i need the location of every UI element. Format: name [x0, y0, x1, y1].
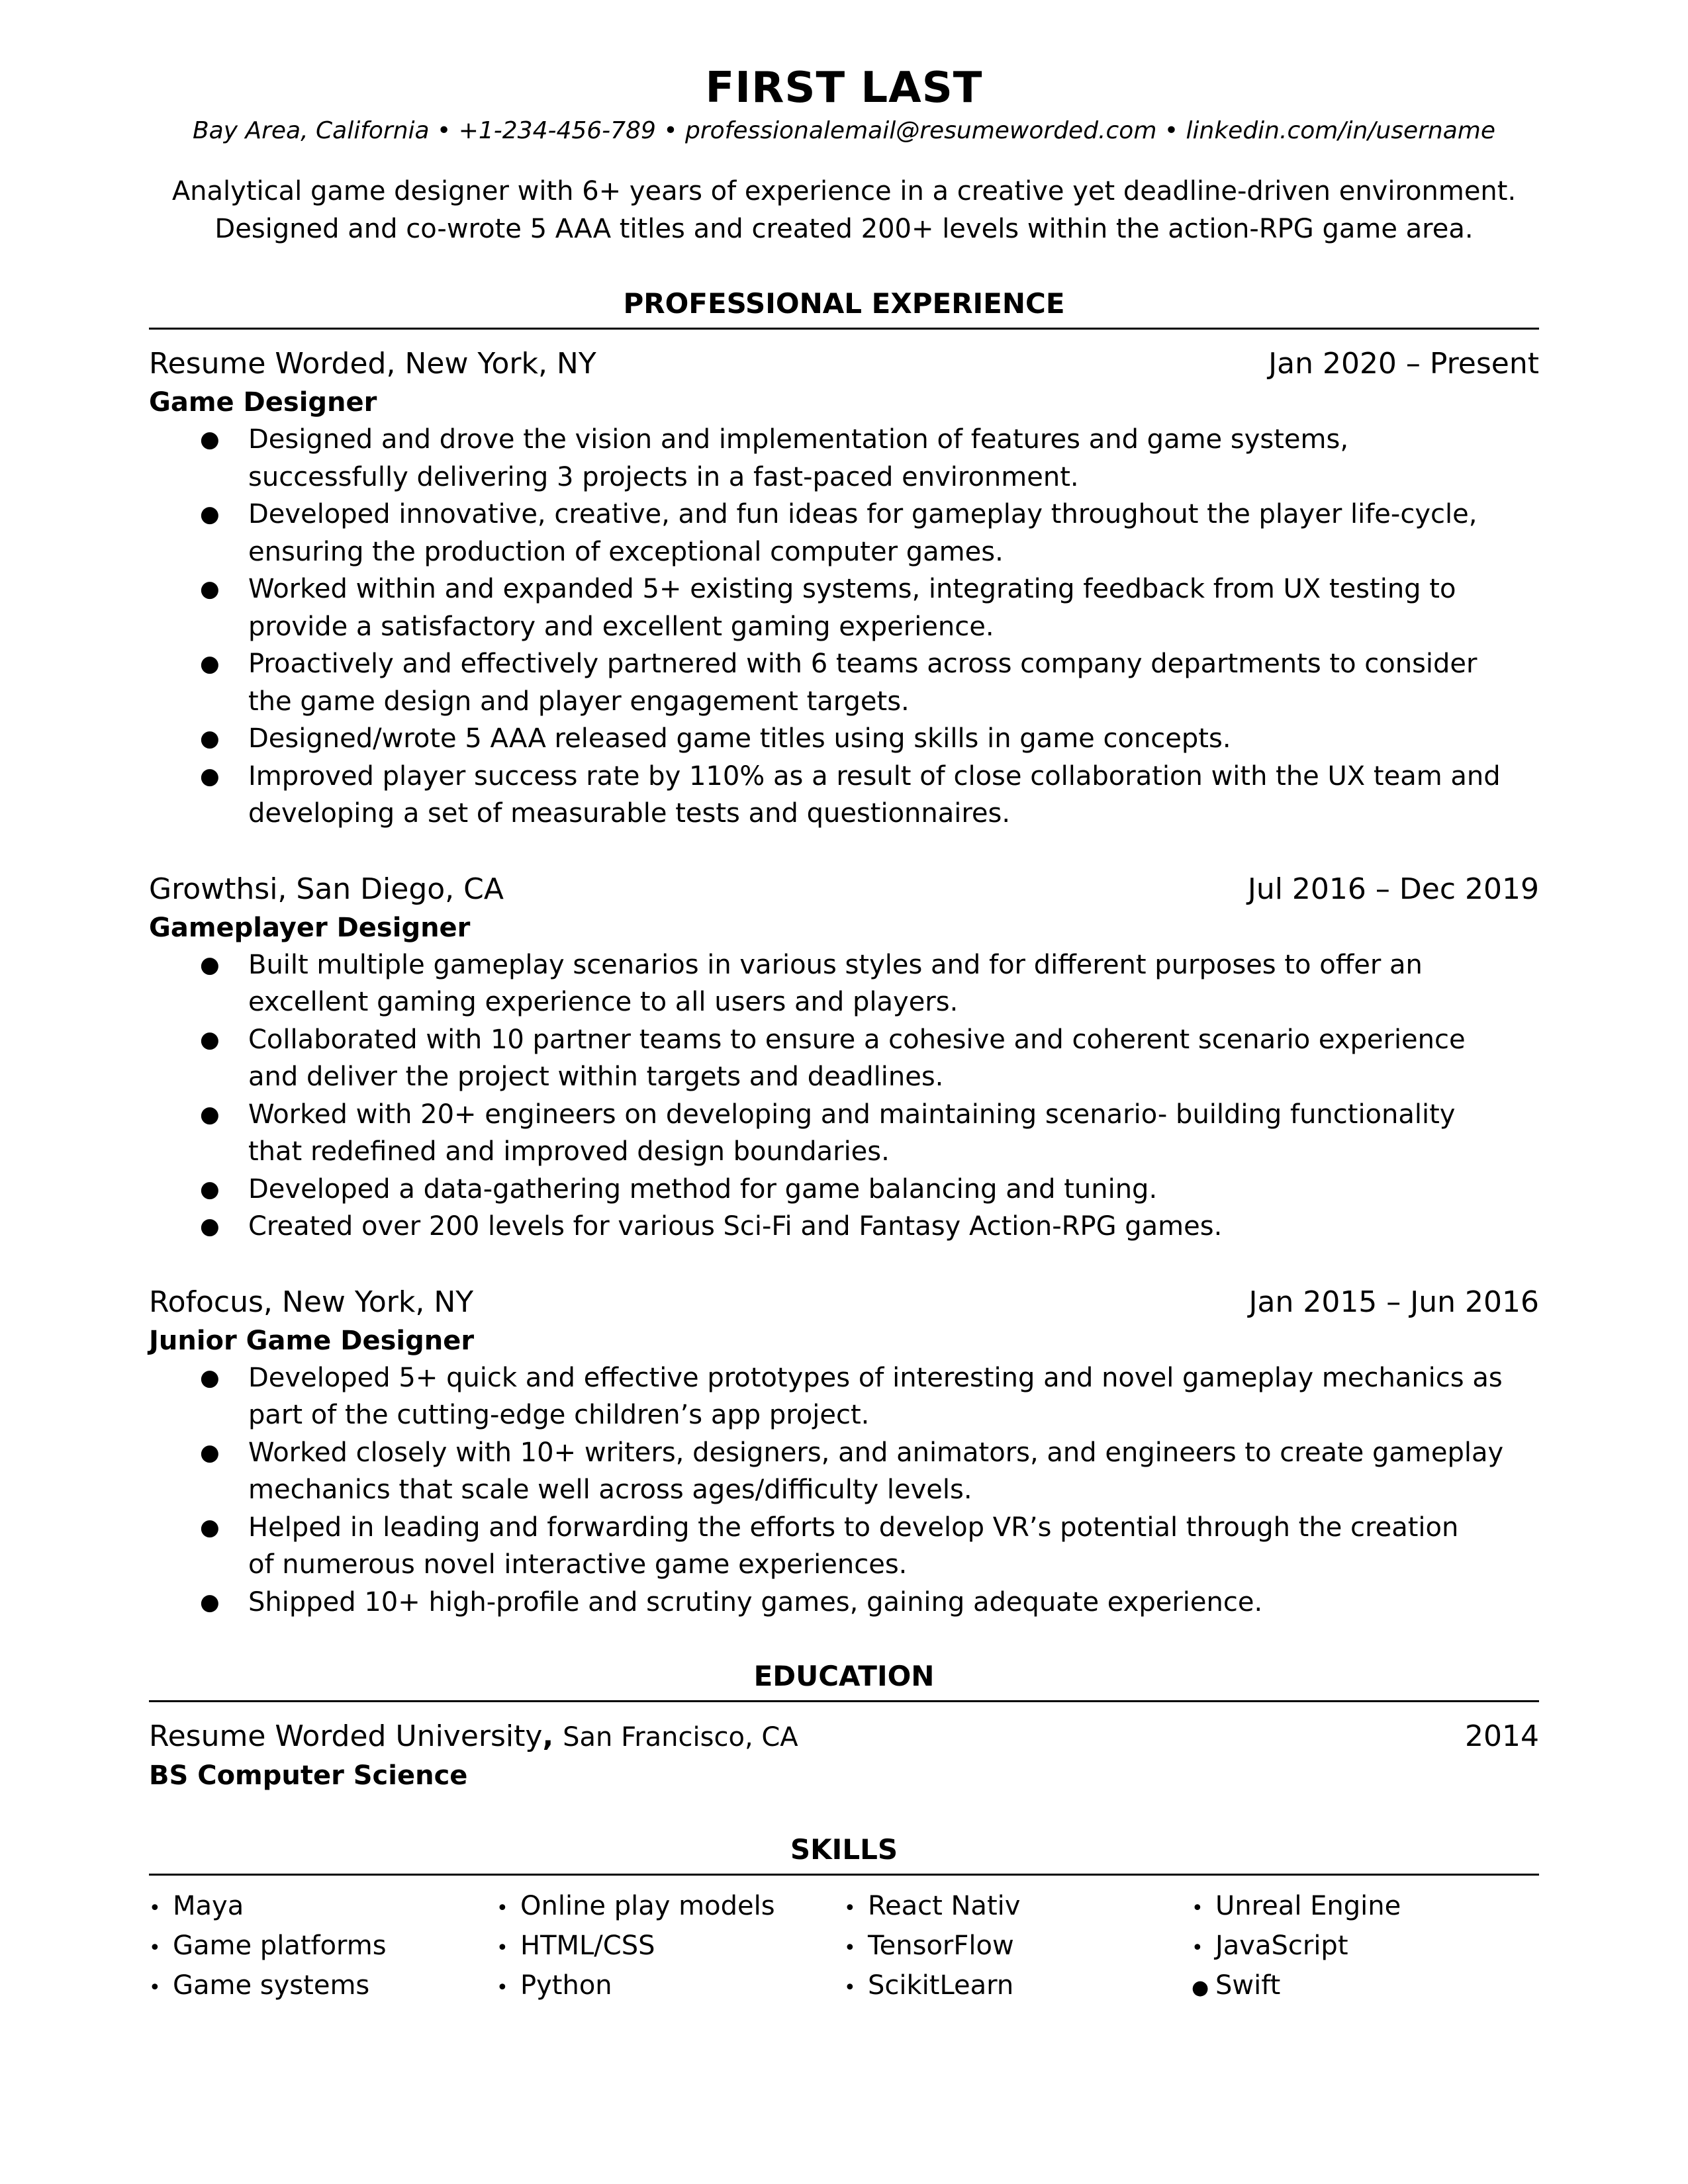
bullet-dot: ●: [200, 1175, 220, 1203]
bullet-text: that redefined and improved design boundaries.: [248, 1136, 890, 1167]
bullet-text: and deliver the project within targets and deadlines.: [248, 1062, 944, 1092]
bullet-text: Developed 5+ quick and effective prototypes of interesting and novel gameplay mechanics as: [248, 1362, 1503, 1393]
bullet-item: [149, 1021, 1539, 1096]
bullet-text: of numerous novel interactive game experiences.: [248, 1549, 908, 1580]
contact-line: Bay Area, California • +1-234-456-789 • professionalemail@resumeworded.com • linkedin.com/in/username: [192, 117, 1496, 144]
bullet-item: [149, 1208, 1539, 1246]
skills-column: [1192, 1888, 1539, 2007]
job-header: [149, 870, 1539, 909]
skill-item: [149, 1927, 496, 1967]
bullet-text: mechanics that scale well across ages/difficulty levels.: [248, 1475, 972, 1505]
bullet-dot: ●: [200, 501, 220, 527]
skill-bullet: •: [1192, 1897, 1203, 1920]
skill-item: [1192, 1967, 1539, 2007]
job-entry: [149, 1283, 1539, 1621]
skill-bullet: •: [844, 1936, 856, 1960]
bullet-dot: ●: [200, 762, 220, 790]
bullet-text: successfully delivering 3 projects in a fast-paced environment.: [248, 461, 1079, 492]
bullet-dot: ●: [200, 1364, 220, 1391]
skills-column: [496, 1888, 844, 2007]
skill-label: React Nativ: [868, 1891, 1021, 1921]
education-comma: ,: [542, 1719, 554, 1753]
skill-item: [496, 1967, 844, 2007]
bullet-text: Improved player success rate by 110% as a result of close collaboration with the UX team and: [248, 760, 1501, 792]
bullet-text: Developed a data-gathering method for game balancing and tuning.: [248, 1173, 1158, 1205]
bullet-text: Developed innovative, creative, and fun ideas for gameplay throughout the player life-cycle,: [248, 499, 1477, 529]
skill-item: [844, 1888, 1192, 1927]
skill-item: [149, 1888, 496, 1927]
education-year: 2014: [1465, 1719, 1539, 1753]
bullet-item: [149, 1584, 1539, 1621]
job-company: Growthsi, San Diego, CA: [149, 872, 504, 906]
job-header: [149, 1283, 1539, 1322]
bullet-text: Collaborated with 10 partner teams to ensure a cohesive and coherent scenario experience: [248, 1024, 1466, 1055]
skill-label: Game systems: [173, 1970, 370, 2001]
bullet-text: Designed/wrote 5 AAA released game titles using skills in game concepts.: [248, 723, 1231, 754]
skill-item: [844, 1967, 1192, 2007]
bullet-item: [149, 1359, 1539, 1434]
bullet-text: the game design and player engagement targets.: [248, 686, 910, 717]
job-role: Game Designer: [149, 387, 377, 418]
summary: [149, 173, 1539, 248]
job-dates: Jul 2016 – Dec 2019: [1247, 872, 1539, 906]
job-company: Resume Worded, New York, NY: [149, 347, 596, 381]
job-dates: Jan 2015 – Jun 2016: [1248, 1285, 1539, 1319]
bullet-text: Worked closely with 10+ writers, designers, and animators, and engineers to create gameplay: [248, 1437, 1504, 1468]
experience-section: [149, 287, 1539, 1621]
bullet-text: Worked within and expanded 5+ existing systems, integrating feedback from UX testing to: [248, 574, 1456, 604]
skill-label: Maya: [173, 1891, 244, 1921]
job-company: Rofocus, New York, NY: [149, 1285, 474, 1319]
bullet-text: Built multiple gameplay scenarios in various styles and for different purposes to offer an: [248, 949, 1423, 980]
bullet-dot: ●: [200, 1101, 220, 1128]
skill-bullet: •: [1192, 1936, 1203, 1960]
bullet-item: [149, 570, 1539, 645]
skill-label: Game platforms: [173, 1931, 387, 1961]
education-school-group: [149, 1717, 798, 1757]
bullet-text: ensuring the production of exceptional computer games.: [248, 536, 1004, 567]
skill-bullet: •: [496, 1976, 508, 1999]
bullet-dot: ●: [200, 1439, 220, 1466]
job-role: Gameplayer Designer: [149, 912, 471, 943]
bullet-dot: ●: [200, 1026, 220, 1053]
bullet-dot: ●: [200, 951, 220, 978]
section-title-education: EDUCATION: [149, 1659, 1539, 1702]
bullet-item: [149, 946, 1539, 1021]
education-degree: BS Computer Science: [149, 1760, 468, 1791]
job-role: Junior Game Designer: [149, 1325, 475, 1356]
skills-grid: [149, 1888, 1539, 2007]
bullet-text: developing a set of measurable tests and questionnaires.: [248, 798, 1011, 829]
bullet-text: Shipped 10+ high-profile and scrutiny games, gaining adequate experience.: [248, 1586, 1263, 1617]
bullet-dot: ●: [200, 1514, 220, 1541]
bullet-text: excellent gaming experience to all users and players.: [248, 987, 959, 1017]
skill-label: TensorFlow: [868, 1931, 1014, 1961]
candidate-name: FIRST LAST: [705, 64, 983, 113]
bullet-text: Worked with 20+ engineers on developing and maintaining scenario- building functionality: [248, 1099, 1456, 1130]
job-bullets: [149, 1359, 1539, 1621]
skills-section: [149, 1833, 1539, 2007]
skill-bullet: •: [149, 1976, 161, 1999]
bullet-item: [149, 496, 1539, 570]
skill-bullet: •: [149, 1936, 161, 1960]
section-title-skills: SKILLS: [149, 1833, 1539, 1876]
skill-bullet: ●: [1192, 1976, 1209, 1999]
job-dates: Jan 2020 – Present: [1268, 347, 1539, 381]
skill-item: [496, 1888, 844, 1927]
skill-bullet: •: [496, 1936, 508, 1960]
bullet-dot: ●: [200, 1588, 220, 1615]
bullet-item: [149, 1434, 1539, 1509]
skill-bullet: •: [844, 1897, 856, 1920]
skills-column: [844, 1888, 1192, 2007]
bullet-item: [149, 1509, 1539, 1584]
bullet-item: [149, 1096, 1539, 1171]
bullet-dot: ●: [200, 426, 220, 453]
bullet-dot: ●: [200, 725, 220, 752]
skill-label: Online play models: [520, 1891, 775, 1921]
bullet-item: [149, 758, 1539, 833]
education-entry: [149, 1717, 1539, 1757]
education-location: San Francisco, CA: [563, 1722, 798, 1752]
skill-label: ScikitLearn: [868, 1970, 1014, 2001]
skill-bullet: •: [844, 1976, 856, 1999]
skill-bullet: •: [496, 1897, 508, 1920]
skill-item: [149, 1967, 496, 2007]
bullet-text: part of the cutting-edge children’s app project.: [248, 1400, 870, 1430]
summary-line: Designed and co-wrote 5 AAA titles and created 200+ levels within the action-RPG game area.: [214, 214, 1474, 244]
bullet-text: Designed and drove the vision and implementation of features and game systems,: [248, 424, 1349, 455]
skill-item: [1192, 1888, 1539, 1927]
skill-label: Swift: [1215, 1970, 1281, 2001]
bullet-dot: ●: [200, 576, 220, 602]
skill-item: [1192, 1927, 1539, 1967]
bullet-dot: ●: [200, 1213, 220, 1240]
job-header: [149, 344, 1539, 384]
bullet-item: [149, 645, 1539, 720]
bullet-text: Proactively and effectively partnered with 6 teams across company departments to consider: [248, 649, 1477, 679]
skills-column: [149, 1888, 496, 2007]
bullet-text: Created over 200 levels for various Sci-Fi and Fantasy Action-RPG games.: [248, 1211, 1223, 1242]
summary-line: Analytical game designer with 6+ years of experience in a creative yet deadline-driven environment.: [171, 176, 1517, 206]
skill-bullet: •: [149, 1897, 161, 1920]
bullet-item: [149, 421, 1539, 496]
bullet-item: [149, 1171, 1539, 1208]
education-section: [149, 1659, 1539, 1794]
bullet-text: provide a satisfactory and excellent gaming experience.: [248, 611, 994, 642]
skill-label: Unreal Engine: [1215, 1891, 1401, 1921]
job-bullets: [149, 421, 1539, 833]
bullet-item: [149, 720, 1539, 758]
skill-item: [496, 1927, 844, 1967]
job-entry: [149, 344, 1539, 833]
bullet-dot: ●: [200, 651, 220, 677]
education-school: Resume Worded University: [149, 1719, 543, 1753]
skill-label: Python: [520, 1970, 612, 2001]
skill-label: JavaScript: [1215, 1931, 1348, 1961]
job-bullets: [149, 946, 1539, 1246]
job-entry: [149, 870, 1539, 1246]
skill-item: [844, 1927, 1192, 1967]
section-title-experience: PROFESSIONAL EXPERIENCE: [149, 287, 1539, 330]
bullet-text: Helped in leading and forwarding the efforts to develop VR’s potential through the creation: [248, 1512, 1459, 1543]
skill-label: HTML/CSS: [520, 1931, 655, 1961]
